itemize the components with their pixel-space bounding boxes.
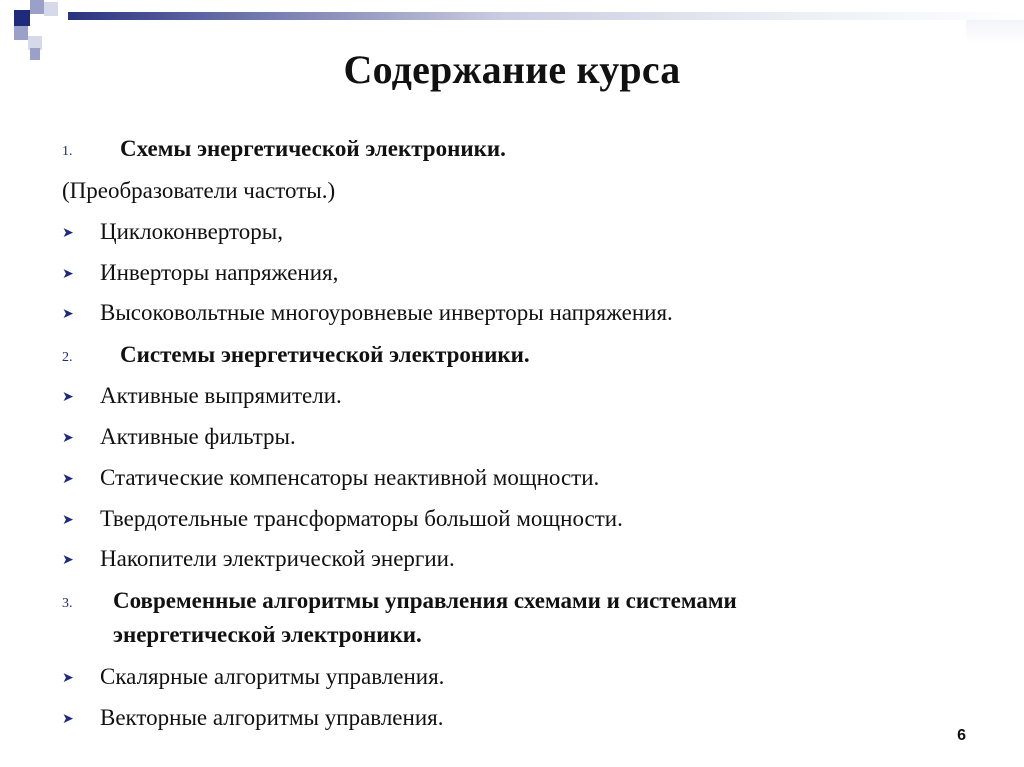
list-item-text: Накопители электрической энергии.: [100, 546, 455, 571]
section-heading-text: Системы энергетической электроники.: [120, 342, 530, 367]
list-item: [62, 662, 444, 694]
section-number: 2.: [62, 350, 73, 365]
section-number: 3.: [62, 596, 73, 611]
list-item: [62, 463, 599, 495]
header-rule: [68, 12, 1024, 20]
list-item-text: Скалярные алгоритмы управления.: [100, 664, 445, 689]
list-item-text: Активные фильтры.: [100, 424, 296, 449]
list-item: [62, 298, 673, 330]
arrow-bullet-icon: ➤: [62, 712, 74, 727]
list-item: [62, 504, 623, 536]
section-heading-line2: [113, 620, 422, 650]
section-heading: [120, 340, 530, 370]
arrow-bullet-icon: ➤: [62, 671, 74, 686]
list-item-text: Циклоконверторы,: [100, 219, 283, 244]
section-subheading: (Преобразователи частоты.): [62, 178, 336, 203]
arrow-bullet-icon: ➤: [62, 267, 74, 282]
list-item-text: Высоковольтные многоуровневые инверторы напряжения.: [100, 300, 673, 325]
list-item: [62, 217, 283, 249]
section-heading-text: Современные алгоритмы управления схемами и системами: [113, 588, 737, 613]
list-item-text: Статические компенсаторы неактивной мощности.: [100, 465, 600, 490]
slide-title: Содержание курса: [343, 47, 681, 92]
list-item: [62, 258, 338, 290]
arrow-bullet-icon: ➤: [62, 513, 74, 528]
list-item-text: Твердотельные трансформаторы большой мощности.: [100, 506, 623, 531]
arrow-bullet-icon: ➤: [62, 553, 74, 568]
section-heading-text: Схемы энергетической электроники.: [120, 136, 506, 161]
section-heading-line1: [113, 586, 737, 616]
page-number: 6: [957, 727, 966, 744]
list-item-text: Векторные алгоритмы управления.: [100, 705, 444, 730]
arrow-bullet-icon: ➤: [62, 472, 74, 487]
decor-square-mid: [14, 26, 28, 40]
section-heading-text: энергетической электроники.: [113, 622, 422, 647]
decor-square-light: [44, 2, 58, 16]
arrow-bullet-icon: ➤: [62, 307, 74, 322]
list-item: [62, 544, 455, 576]
list-item-text: Инверторы напряжения,: [100, 260, 339, 285]
arrow-bullet-icon: ➤: [62, 226, 74, 241]
list-item: [62, 381, 342, 413]
header-corner-fade: [966, 20, 1024, 44]
list-item: [62, 422, 296, 454]
section-heading: [120, 134, 506, 164]
decor-square-dark: [14, 10, 30, 26]
list-item: [62, 703, 443, 735]
list-item-text: Активные выпрямители.: [100, 383, 342, 408]
section-number: 1.: [62, 144, 73, 159]
decor-square-mid: [30, 0, 44, 14]
arrow-bullet-icon: ➤: [62, 390, 74, 405]
arrow-bullet-icon: ➤: [62, 431, 74, 446]
